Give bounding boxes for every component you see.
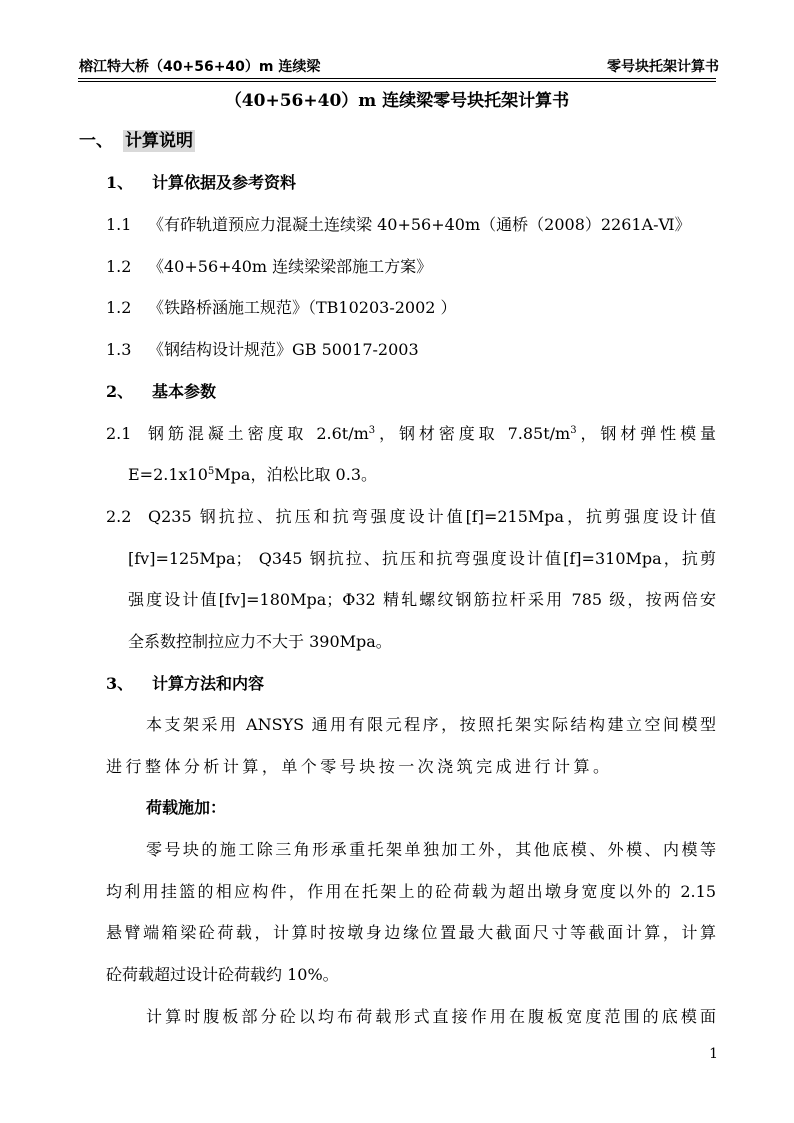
reference-text: 《有砟轨道预应力混凝土连续梁 40+56+40m（通桥（2008）2261A-Ⅵ》 bbox=[148, 215, 691, 234]
paragraph-line: 钢筋混凝土密度取 $2.6t/m^3$，钢材密度取 $7.85t/m^3$，钢材弹性模量 bbox=[148, 424, 716, 443]
reference-text: 《铁路桥涵施工规范》（TB10203-2002 ） bbox=[148, 298, 457, 317]
paragraph-line: 强度设计值[fv]=180Mpa；Φ32 精轧螺纹钢筋拉杆采用 785 级，按两倍安 bbox=[128, 590, 716, 609]
document-title: （40+56+40）m 连续梁零号块托架计算书 bbox=[224, 91, 570, 111]
paragraph-line: 计算时腹板部分砼以均布荷载形式直接作用在腹板宽度范围的底模面 bbox=[146, 1007, 716, 1026]
reference-text: 《40+56+40m 连续梁梁部施工方案》 bbox=[148, 257, 433, 276]
subsection-title: 基本参数 bbox=[152, 382, 217, 401]
paragraph-line: 均利用挂篮的相应构件，作用在托架上的砼荷载为超出墩身宽度以外的 2.15 bbox=[106, 882, 716, 901]
header-left-title: 榕江特大桥（40+56+40）m 连续梁 bbox=[79, 59, 321, 75]
subsection-number: 2、 bbox=[106, 382, 134, 401]
paragraph-line: 全系数控制拉应力不大于 390Mpa。 bbox=[128, 632, 392, 651]
section-number: 一、 bbox=[79, 131, 113, 151]
paragraph-line: 悬臂端箱梁砼荷载，计算时按墩身边缘位置最大截面尺寸等截面计算，计算 bbox=[106, 923, 716, 942]
page-number: 1 bbox=[709, 1046, 718, 1062]
parameter-number: 2.1 bbox=[106, 424, 132, 443]
reference-number: 1.1 bbox=[106, 215, 132, 234]
paragraph-line: 进行整体分析计算，单个零号块按一次浇筑完成进行计算。 bbox=[106, 757, 609, 776]
paragraph-line: [fv]=125Mpa； Q345 钢抗拉、抗压和抗弯强度设计值[f]=310Mpa，抗剪 bbox=[128, 549, 716, 568]
reference-number: 1.3 bbox=[106, 340, 132, 359]
header-rule-thin bbox=[78, 81, 716, 82]
document-page: 榕江特大桥（40+56+40）m 连续梁 零号块托架计算书 （40+56+40）m 连续梁零号块托架计算书 一、 计算说明 1、 计算依据及参考资料 1.1 《有砟轨道预应力混凝土连续梁 40+56+40m（通桥（2008）2261A-Ⅵ》 1.2 《40+56+40m 连续梁梁部施工方案》 1.2 《铁路桥涵施工规范》（TB10203-2002 ） 1.3 《钢结构设计规范》GB 50017-2003 2、 基本参数 2.1 钢筋混凝土密度取 $2.6t/m^3$，钢材密度取 $7.85t/m^3$，钢材弹性模量 $E=2.1x10^5Mpa$，泊松比取 0.3。 2.2 Q235 钢抗拉、抗压和抗弯强度设计值[f]=215Mpa，抗剪强度设计值 [fv]=125Mpa； Q345 钢抗拉、抗压和抗弯强度设计值[f]=310Mpa，抗剪 强度设计值[fv]=180Mpa；Φ32 精轧螺纹钢筋拉杆采用 785 级，按两倍安 全系数控制拉应力不大于 390Mpa。 3、 计算方法和内容 本支架采用 ANSYS 通用有限元程序，按照托架实际结构建立空间模型 进行整体分析计算，单个零号块按一次浇筑完成进行计算。 荷载施加： 零号块的施工除三角形承重托架单独加工外，其他底模、外模、内模等 均利用挂篮的相应构件，作用在托架上的砼荷载为超出墩身宽度以外的 2.15 悬臂端箱梁砼荷载，计算时按墩身边缘位置最大截面尺寸等截面计算，计算 砼荷载超过设计砼荷载约 10%。 计算时腹板部分砼以均布荷载形式直接作用在腹板宽度范围的底模面 1 bbox=[0, 0, 794, 1123]
parameter-number: 2.2 bbox=[106, 507, 132, 526]
section-title: 计算说明 bbox=[125, 131, 193, 151]
paragraph-line: 砼荷载超过设计砼荷载约 10%。 bbox=[106, 965, 339, 984]
paragraph-line: 零号块的施工除三角形承重托架单独加工外，其他底模、外模、内模等 bbox=[146, 840, 716, 859]
subsection-number: 3、 bbox=[106, 674, 134, 693]
header-rule bbox=[78, 78, 716, 79]
load-heading: 荷载施加： bbox=[146, 798, 227, 817]
header-right-title: 零号块托架计算书 bbox=[607, 59, 719, 75]
reference-number: 1.2 bbox=[106, 257, 132, 276]
subsection-title: 计算依据及参考资料 bbox=[152, 173, 297, 192]
subsection-title: 计算方法和内容 bbox=[152, 674, 265, 693]
paragraph-line: 本支架采用 ANSYS 通用有限元程序，按照托架实际结构建立空间模型 bbox=[146, 715, 716, 734]
subsection-number: 1、 bbox=[106, 173, 134, 192]
paragraph-line: Q235 钢抗拉、抗压和抗弯强度设计值[f]=215Mpa，抗剪强度设计值 bbox=[148, 507, 716, 526]
reference-text: 《钢结构设计规范》GB 50017-2003 bbox=[148, 340, 419, 359]
reference-number: 1.2 bbox=[106, 298, 132, 317]
